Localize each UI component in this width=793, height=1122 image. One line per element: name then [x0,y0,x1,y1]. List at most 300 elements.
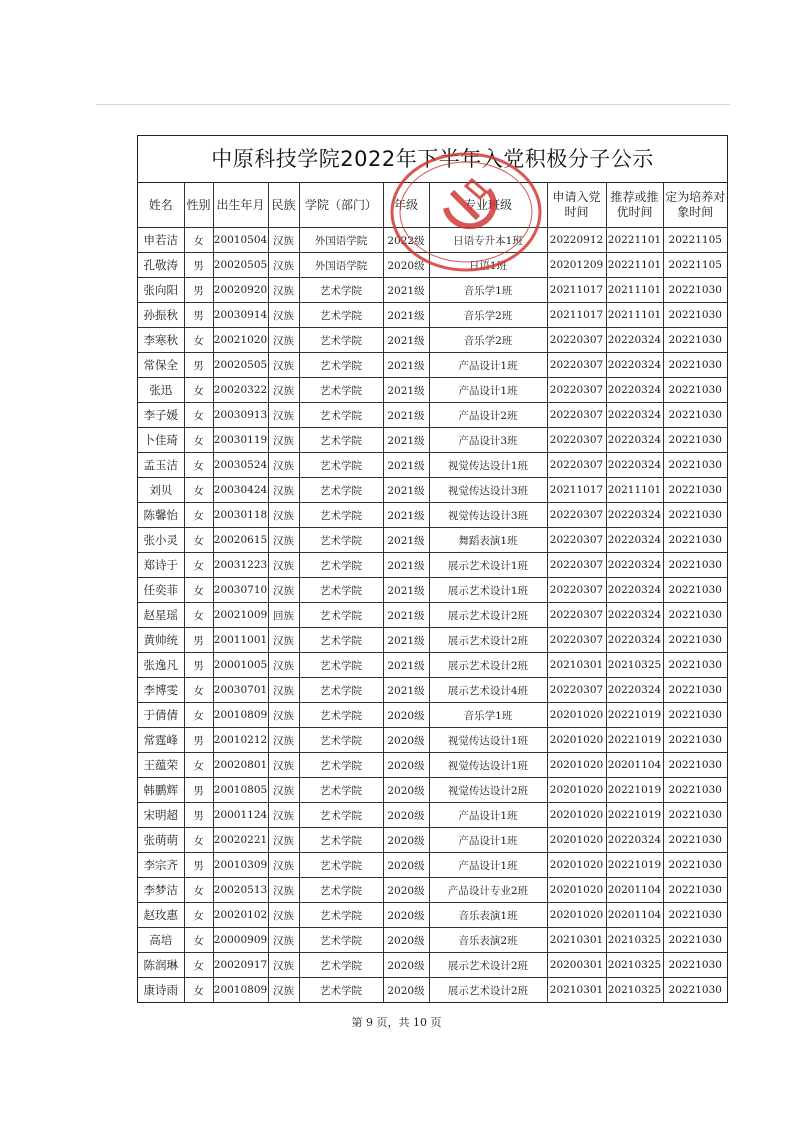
cell-recommend: 20220324 [606,603,663,628]
cell-grade: 2021级 [383,403,429,428]
cell-target: 20221030 [663,903,727,928]
cell-gender: 男 [184,353,213,378]
cell-name: 常保全 [138,353,184,378]
cell-apply: 20220307 [547,578,606,603]
cell-class: 音乐学2班 [429,303,547,328]
cell-birth: 20010309 [213,853,268,878]
cell-college: 艺术学院 [299,553,383,578]
cell-recommend: 20211101 [606,278,663,303]
cell-ethnic: 汉族 [268,428,299,453]
cell-grade: 2020级 [383,803,429,828]
cell-name: 常霆峰 [138,728,184,753]
table-row [138,378,727,403]
cell-grade: 2021级 [383,353,429,378]
cell-gender: 女 [184,553,213,578]
cell-ethnic: 汉族 [268,753,299,778]
cell-apply: 20201020 [547,703,606,728]
cell-birth: 20021009 [213,603,268,628]
cell-name: 高培 [138,928,184,953]
cell-target: 20221030 [663,303,727,328]
cell-birth: 20011001 [213,628,268,653]
cell-recommend: 20210325 [606,953,663,978]
cell-target: 20221030 [663,403,727,428]
cell-college: 艺术学院 [299,628,383,653]
cell-recommend: 20221019 [606,703,663,728]
cell-name: 康诗雨 [138,978,184,1003]
notice-sheet [137,135,728,1003]
cell-apply: 20210301 [547,653,606,678]
cell-gender: 女 [184,978,213,1003]
cell-apply: 20220912 [547,228,606,253]
cell-grade: 2020级 [383,853,429,878]
cell-recommend: 20201104 [606,753,663,778]
cell-gender: 女 [184,703,213,728]
cell-birth: 20010212 [213,728,268,753]
cell-recommend: 20210325 [606,653,663,678]
cell-birth: 20021020 [213,328,268,353]
table-row [138,678,727,703]
cell-class: 产品设计1班 [429,853,547,878]
cell-class: 展示艺术设计2班 [429,978,547,1003]
cell-college: 艺术学院 [299,653,383,678]
cell-class: 产品设计3班 [429,428,547,453]
cell-name: 申若洁 [138,228,184,253]
cell-name: 李博雯 [138,678,184,703]
cell-apply: 20210301 [547,928,606,953]
column-header-ethnic: 民族 [268,183,299,228]
cell-gender: 女 [184,678,213,703]
cell-birth: 20030119 [213,428,268,453]
cell-target: 20221030 [663,553,727,578]
cell-college: 艺术学院 [299,803,383,828]
table-row [138,453,727,478]
cell-apply: 20201020 [547,728,606,753]
cell-class: 日语专升本1班 [429,228,547,253]
cell-college: 艺术学院 [299,403,383,428]
cell-target: 20221030 [663,978,727,1003]
table-row [138,903,727,928]
cell-grade: 2021级 [383,453,429,478]
cell-college: 艺术学院 [299,778,383,803]
cell-class: 音乐表演1班 [429,903,547,928]
table-row [138,403,727,428]
table-row [138,503,727,528]
cell-recommend: 20220324 [606,828,663,853]
table-row [138,778,727,803]
cell-target: 20221030 [663,453,727,478]
cell-name: 赵玫惠 [138,903,184,928]
cell-gender: 女 [184,578,213,603]
cell-recommend: 20220324 [606,578,663,603]
table-row [138,828,727,853]
cell-recommend: 20210325 [606,978,663,1003]
cell-name: 王蕴荣 [138,753,184,778]
cell-name: 任奕菲 [138,578,184,603]
cell-apply: 20211017 [547,478,606,503]
cell-apply: 20220307 [547,553,606,578]
cell-recommend: 20220324 [606,403,663,428]
cell-birth: 20030914 [213,303,268,328]
cell-college: 艺术学院 [299,953,383,978]
cell-recommend: 20211101 [606,478,663,503]
cell-target: 20221030 [663,728,727,753]
cell-target: 20221030 [663,828,727,853]
cell-birth: 20001005 [213,653,268,678]
cell-recommend: 20221019 [606,853,663,878]
column-header-gender: 性别 [184,183,213,228]
cell-class: 展示艺术设计1班 [429,578,547,603]
cell-target: 20221030 [663,578,727,603]
cell-ethnic: 汉族 [268,353,299,378]
cell-class: 舞蹈表演1班 [429,528,547,553]
cell-class: 音乐学1班 [429,703,547,728]
column-header-target: 定为培养对象时间 [663,183,727,228]
cell-recommend: 20221019 [606,803,663,828]
cell-name: 孙振秋 [138,303,184,328]
cell-name: 李寒秋 [138,328,184,353]
cell-college: 艺术学院 [299,478,383,503]
cell-recommend: 20220324 [606,428,663,453]
cell-class: 日语1班 [429,253,547,278]
cell-ethnic: 汉族 [268,653,299,678]
cell-name: 李梦洁 [138,878,184,903]
cell-ethnic: 汉族 [268,678,299,703]
cell-target: 20221105 [663,228,727,253]
cell-grade: 2021级 [383,528,429,553]
cell-gender: 女 [184,878,213,903]
cell-name: 宋明超 [138,803,184,828]
cell-birth: 20030524 [213,453,268,478]
cell-grade: 2020级 [383,753,429,778]
cell-target: 20221030 [663,853,727,878]
cell-ethnic: 汉族 [268,578,299,603]
cell-birth: 20010809 [213,978,268,1003]
cell-birth: 20001124 [213,803,268,828]
cell-ethnic: 汉族 [268,253,299,278]
cell-college: 艺术学院 [299,878,383,903]
cell-birth: 20020513 [213,878,268,903]
table-row [138,603,727,628]
cell-birth: 20020801 [213,753,268,778]
cell-class: 视觉传达设计1班 [429,753,547,778]
table-row [138,578,727,603]
table-row [138,228,727,253]
cell-target: 20221030 [663,678,727,703]
cell-gender: 女 [184,503,213,528]
cell-gender: 女 [184,903,213,928]
cell-class: 展示艺术设计2班 [429,953,547,978]
table-row [138,728,727,753]
cell-target: 20221030 [663,528,727,553]
cell-gender: 男 [184,278,213,303]
table-row [138,478,727,503]
cell-college: 艺术学院 [299,503,383,528]
table-row [138,753,727,778]
cell-grade: 2021级 [383,278,429,303]
cell-college: 艺术学院 [299,678,383,703]
cell-ethnic: 汉族 [268,953,299,978]
table-row [138,928,727,953]
cell-birth: 20030701 [213,678,268,703]
table-row [138,528,727,553]
cell-grade: 2021级 [383,378,429,403]
cell-class: 音乐学1班 [429,278,547,303]
cell-apply: 20220307 [547,628,606,653]
cell-ethnic: 汉族 [268,828,299,853]
cell-apply: 20201020 [547,778,606,803]
cell-college: 艺术学院 [299,828,383,853]
cell-name: 韩鹏辉 [138,778,184,803]
cell-class: 音乐学2班 [429,328,547,353]
cell-ethnic: 汉族 [268,453,299,478]
cell-class: 视觉传达设计3班 [429,478,547,503]
cell-apply: 20211017 [547,278,606,303]
cell-gender: 女 [184,753,213,778]
table-row [138,328,727,353]
cell-grade: 2020级 [383,953,429,978]
cell-gender: 女 [184,603,213,628]
cell-birth: 20010805 [213,778,268,803]
cell-apply: 20220307 [547,453,606,478]
cell-college: 艺术学院 [299,903,383,928]
cell-recommend: 20220324 [606,453,663,478]
table-row [138,653,727,678]
cell-ethnic: 汉族 [268,853,299,878]
column-header-recommend: 推荐或推优时间 [606,183,663,228]
cell-ethnic: 汉族 [268,328,299,353]
cell-recommend: 20220324 [606,503,663,528]
cell-birth: 20030118 [213,503,268,528]
column-header-grade: 年级 [383,183,429,228]
cell-name: 张小灵 [138,528,184,553]
cell-name: 卜佳琦 [138,428,184,453]
cell-apply: 20220307 [547,403,606,428]
cell-gender: 女 [184,228,213,253]
cell-grade: 2021级 [383,628,429,653]
cell-class: 视觉传达设计1班 [429,728,547,753]
cell-college: 艺术学院 [299,353,383,378]
cell-class: 产品设计1班 [429,353,547,378]
cell-ethnic: 汉族 [268,878,299,903]
cell-class: 产品设计1班 [429,378,547,403]
cell-gender: 女 [184,453,213,478]
cell-apply: 20220307 [547,378,606,403]
cell-name: 张向阳 [138,278,184,303]
table-row [138,253,727,278]
cell-ethnic: 汉族 [268,928,299,953]
cell-name: 张萌萌 [138,828,184,853]
table-body [138,228,727,1003]
cell-name: 张逸凡 [138,653,184,678]
cell-ethnic: 汉族 [268,703,299,728]
cell-birth: 20020505 [213,353,268,378]
cell-target: 20221030 [663,803,727,828]
cell-class: 音乐表演2班 [429,928,547,953]
cell-college: 艺术学院 [299,703,383,728]
cell-class: 展示艺术设计4班 [429,678,547,703]
table-row [138,803,727,828]
cell-class: 产品设计2班 [429,403,547,428]
cell-college: 艺术学院 [299,928,383,953]
table-row [138,953,727,978]
cell-target: 20221030 [663,878,727,903]
cell-gender: 女 [184,528,213,553]
cell-college: 艺术学院 [299,528,383,553]
cell-name: 于倩倩 [138,703,184,728]
cell-apply: 20220307 [547,528,606,553]
cell-gender: 男 [184,853,213,878]
cell-college: 艺术学院 [299,328,383,353]
cell-gender: 男 [184,653,213,678]
cell-gender: 女 [184,403,213,428]
cell-gender: 女 [184,378,213,403]
cell-gender: 女 [184,428,213,453]
cell-college: 艺术学院 [299,428,383,453]
cell-grade: 2020级 [383,928,429,953]
cell-class: 视觉传达设计2班 [429,778,547,803]
cell-birth: 20020917 [213,953,268,978]
cell-ethnic: 汉族 [268,803,299,828]
cell-grade: 2020级 [383,878,429,903]
table-row [138,703,727,728]
cell-class: 展示艺术设计2班 [429,603,547,628]
cell-target: 20221030 [663,278,727,303]
cell-recommend: 20220324 [606,528,663,553]
cell-college: 艺术学院 [299,453,383,478]
page-title: 中原科技学院2022年下半年入党积极分子公示 [138,136,727,183]
cell-apply: 20201209 [547,253,606,278]
cell-ethnic: 汉族 [268,303,299,328]
cell-name: 赵星瑶 [138,603,184,628]
cell-apply: 20220307 [547,328,606,353]
cell-apply: 20220307 [547,428,606,453]
cell-ethnic: 回族 [268,603,299,628]
cell-grade: 2020级 [383,978,429,1003]
cell-class: 产品设计1班 [429,828,547,853]
cell-apply: 20201020 [547,878,606,903]
cell-target: 20221030 [663,953,727,978]
cell-ethnic: 汉族 [268,228,299,253]
cell-birth: 20030913 [213,403,268,428]
cell-birth: 20030710 [213,578,268,603]
cell-grade: 2021级 [383,503,429,528]
cell-college: 艺术学院 [299,728,383,753]
table-row [138,978,727,1003]
cell-name: 李宗齐 [138,853,184,878]
cell-gender: 女 [184,928,213,953]
cell-birth: 20010809 [213,703,268,728]
cell-grade: 2020级 [383,828,429,853]
cell-target: 20221030 [663,428,727,453]
cell-birth: 20020505 [213,253,268,278]
cell-ethnic: 汉族 [268,778,299,803]
cell-target: 20221030 [663,778,727,803]
table-row [138,303,727,328]
cell-birth: 20020322 [213,378,268,403]
cell-class: 视觉传达设计1班 [429,453,547,478]
cell-recommend: 20211101 [606,303,663,328]
cell-college: 外国语学院 [299,253,383,278]
cell-name: 张迅 [138,378,184,403]
cell-recommend: 20201104 [606,903,663,928]
cell-apply: 20220307 [547,353,606,378]
cell-grade: 2021级 [383,428,429,453]
cell-ethnic: 汉族 [268,728,299,753]
table-row [138,278,727,303]
cell-birth: 20020221 [213,828,268,853]
cell-apply: 20220307 [547,503,606,528]
cell-target: 20221030 [663,753,727,778]
cell-name: 黄帅统 [138,628,184,653]
cell-recommend: 20220324 [606,628,663,653]
cell-recommend: 20220324 [606,353,663,378]
table-header-row [138,183,727,228]
cell-grade: 2022级 [383,228,429,253]
cell-recommend: 20210325 [606,928,663,953]
cell-grade: 2020级 [383,903,429,928]
cell-college: 艺术学院 [299,303,383,328]
cell-birth: 20020920 [213,278,268,303]
cell-grade: 2021级 [383,553,429,578]
table-row [138,553,727,578]
cell-grade: 2020级 [383,728,429,753]
cell-recommend: 20220324 [606,378,663,403]
column-header-name: 姓名 [138,183,184,228]
cell-ethnic: 汉族 [268,528,299,553]
cell-college: 外国语学院 [299,228,383,253]
cell-name: 孟玉洁 [138,453,184,478]
cell-target: 20221030 [663,378,727,403]
cell-gender: 女 [184,953,213,978]
cell-ethnic: 汉族 [268,978,299,1003]
cell-grade: 2021级 [383,328,429,353]
cell-gender: 女 [184,328,213,353]
cell-birth: 20010504 [213,228,268,253]
cell-target: 20221030 [663,653,727,678]
cell-grade: 2021级 [383,678,429,703]
cell-class: 产品设计专业2班 [429,878,547,903]
cell-class: 展示艺术设计1班 [429,553,547,578]
cell-apply: 20220307 [547,603,606,628]
cell-target: 20221030 [663,503,727,528]
cell-birth: 20020102 [213,903,268,928]
cell-gender: 男 [184,728,213,753]
cell-class: 展示艺术设计2班 [429,653,547,678]
cell-class: 视觉传达设计3班 [429,503,547,528]
cell-college: 艺术学院 [299,578,383,603]
cell-recommend: 20221101 [606,228,663,253]
cell-recommend: 20220324 [606,553,663,578]
cell-name: 孔敬涛 [138,253,184,278]
cell-grade: 2021级 [383,478,429,503]
cell-recommend: 20221019 [606,728,663,753]
activist-table [138,183,727,1002]
cell-gender: 男 [184,803,213,828]
cell-target: 20221105 [663,253,727,278]
cell-target: 20221030 [663,478,727,503]
cell-ethnic: 汉族 [268,278,299,303]
cell-college: 艺术学院 [299,278,383,303]
cell-ethnic: 汉族 [268,903,299,928]
cell-college: 艺术学院 [299,978,383,1003]
cell-apply: 20210301 [547,978,606,1003]
cell-ethnic: 汉族 [268,378,299,403]
cell-ethnic: 汉族 [268,553,299,578]
page-top-rule [96,104,730,105]
cell-birth: 20020615 [213,528,268,553]
cell-birth: 20030424 [213,478,268,503]
cell-college: 艺术学院 [299,378,383,403]
